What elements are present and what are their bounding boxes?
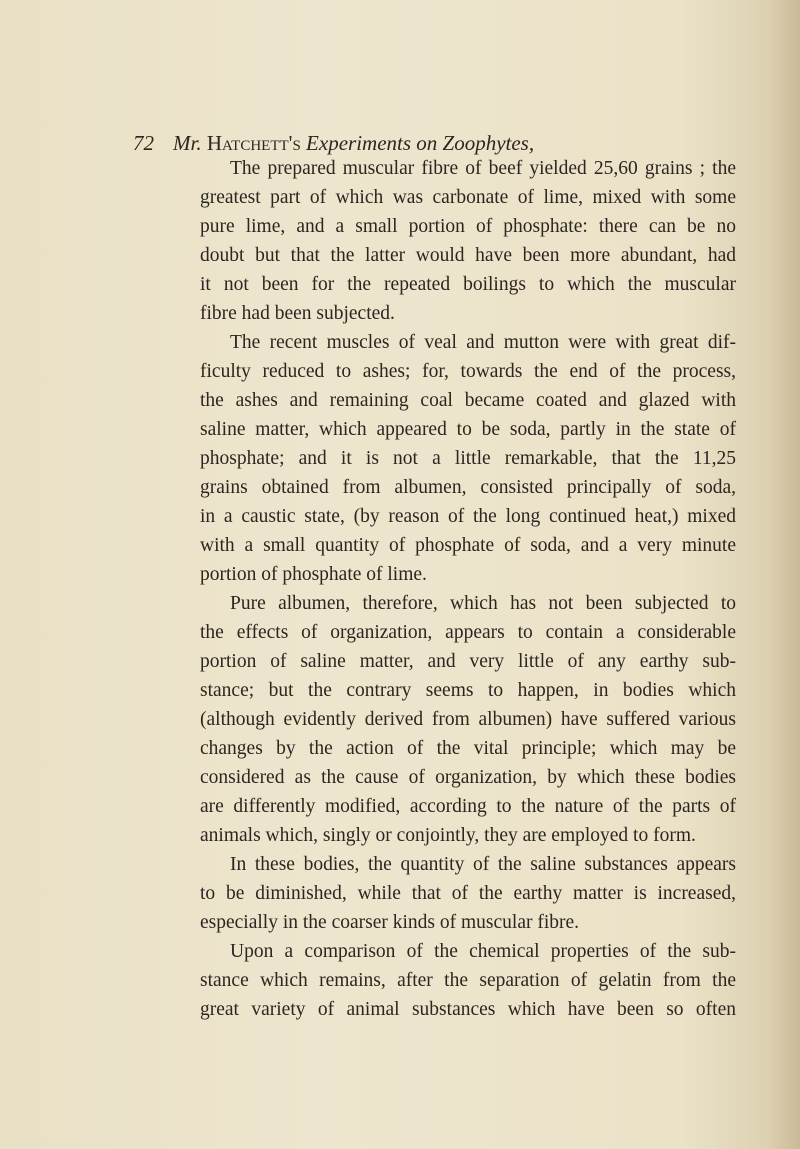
text-line: doubt but that the latter would have been more abundant, had (200, 245, 736, 266)
text-line: The prepared muscular fibre of beef yielded 25,60 grains ; the (230, 158, 736, 179)
text-line: are differently modified, according to the nature of the parts of (200, 796, 736, 817)
text-line: The recent muscles of veal and mutton were with great dif- (230, 332, 736, 353)
text-line: great variety of animal substances which have been so often (200, 999, 736, 1020)
text-line: saline matter, which appeared to be soda, partly in the state of (200, 419, 736, 440)
text-line: animals which, singly or conjointly, they are employed to form. (200, 825, 696, 846)
text-line: especially in the coarser kinds of muscular fibre. (200, 912, 580, 933)
text-line: with a small quantity of phosphate of soda, and a very minute (200, 535, 736, 556)
text-line: in a caustic state, (by reason of the long continued heat,) mixed (200, 506, 736, 527)
text-line: portion of saline matter, and very little of any earthy sub- (200, 651, 736, 672)
text-line: to be diminished, while that of the earthy matter is increased, (200, 883, 736, 904)
page-number: 72 (133, 131, 154, 155)
work-title: Experiments on Zoophytes, (306, 131, 535, 155)
text-line: Upon a comparison of the chemical properties of the sub- (230, 941, 736, 962)
text-line: considered as the cause of organization, by which these bodies (200, 767, 736, 788)
text-line: Pure albumen, therefore, which has not been subjected to (230, 593, 736, 614)
text-line: In these bodies, the quantity of the saline substances appears (230, 854, 736, 875)
text-line: grains obtained from albumen, consisted principally of soda, (200, 477, 736, 498)
text-line: pure lime, and a small portion of phosphate: there can be no (200, 216, 736, 237)
text-line: the effects of organization, appears to contain a considerable (200, 622, 736, 643)
text-line: (although evidently derived from albumen) have suffered various (200, 709, 736, 730)
text-line: ficulty reduced to ashes; for, towards the end of the process, (200, 361, 736, 382)
text-line: the ashes and remaining coal became coated and glazed with (200, 390, 736, 411)
text-line: stance; but the contrary seems to happen, in bodies which (200, 680, 736, 701)
text-line: it not been for the repeated boilings to which the muscular (200, 274, 736, 295)
text-line: fibre had been subjected. (200, 303, 395, 324)
text-line: portion of phosphate of lime. (200, 564, 427, 585)
text-line: stance which remains, after the separation of gelatin from the (200, 970, 736, 991)
text-line: phosphate; and it is not a little remarkable, that the 11,25 (200, 448, 736, 469)
page-body-text (200, 154, 736, 1024)
author-prefix: Mr. (173, 131, 202, 155)
author-name: Hatchett's (206, 131, 301, 155)
text-line: changes by the action of the vital principle; which may be (200, 738, 736, 759)
text-line: greatest part of which was carbonate of lime, mixed with some (200, 187, 736, 208)
running-title (173, 131, 534, 156)
